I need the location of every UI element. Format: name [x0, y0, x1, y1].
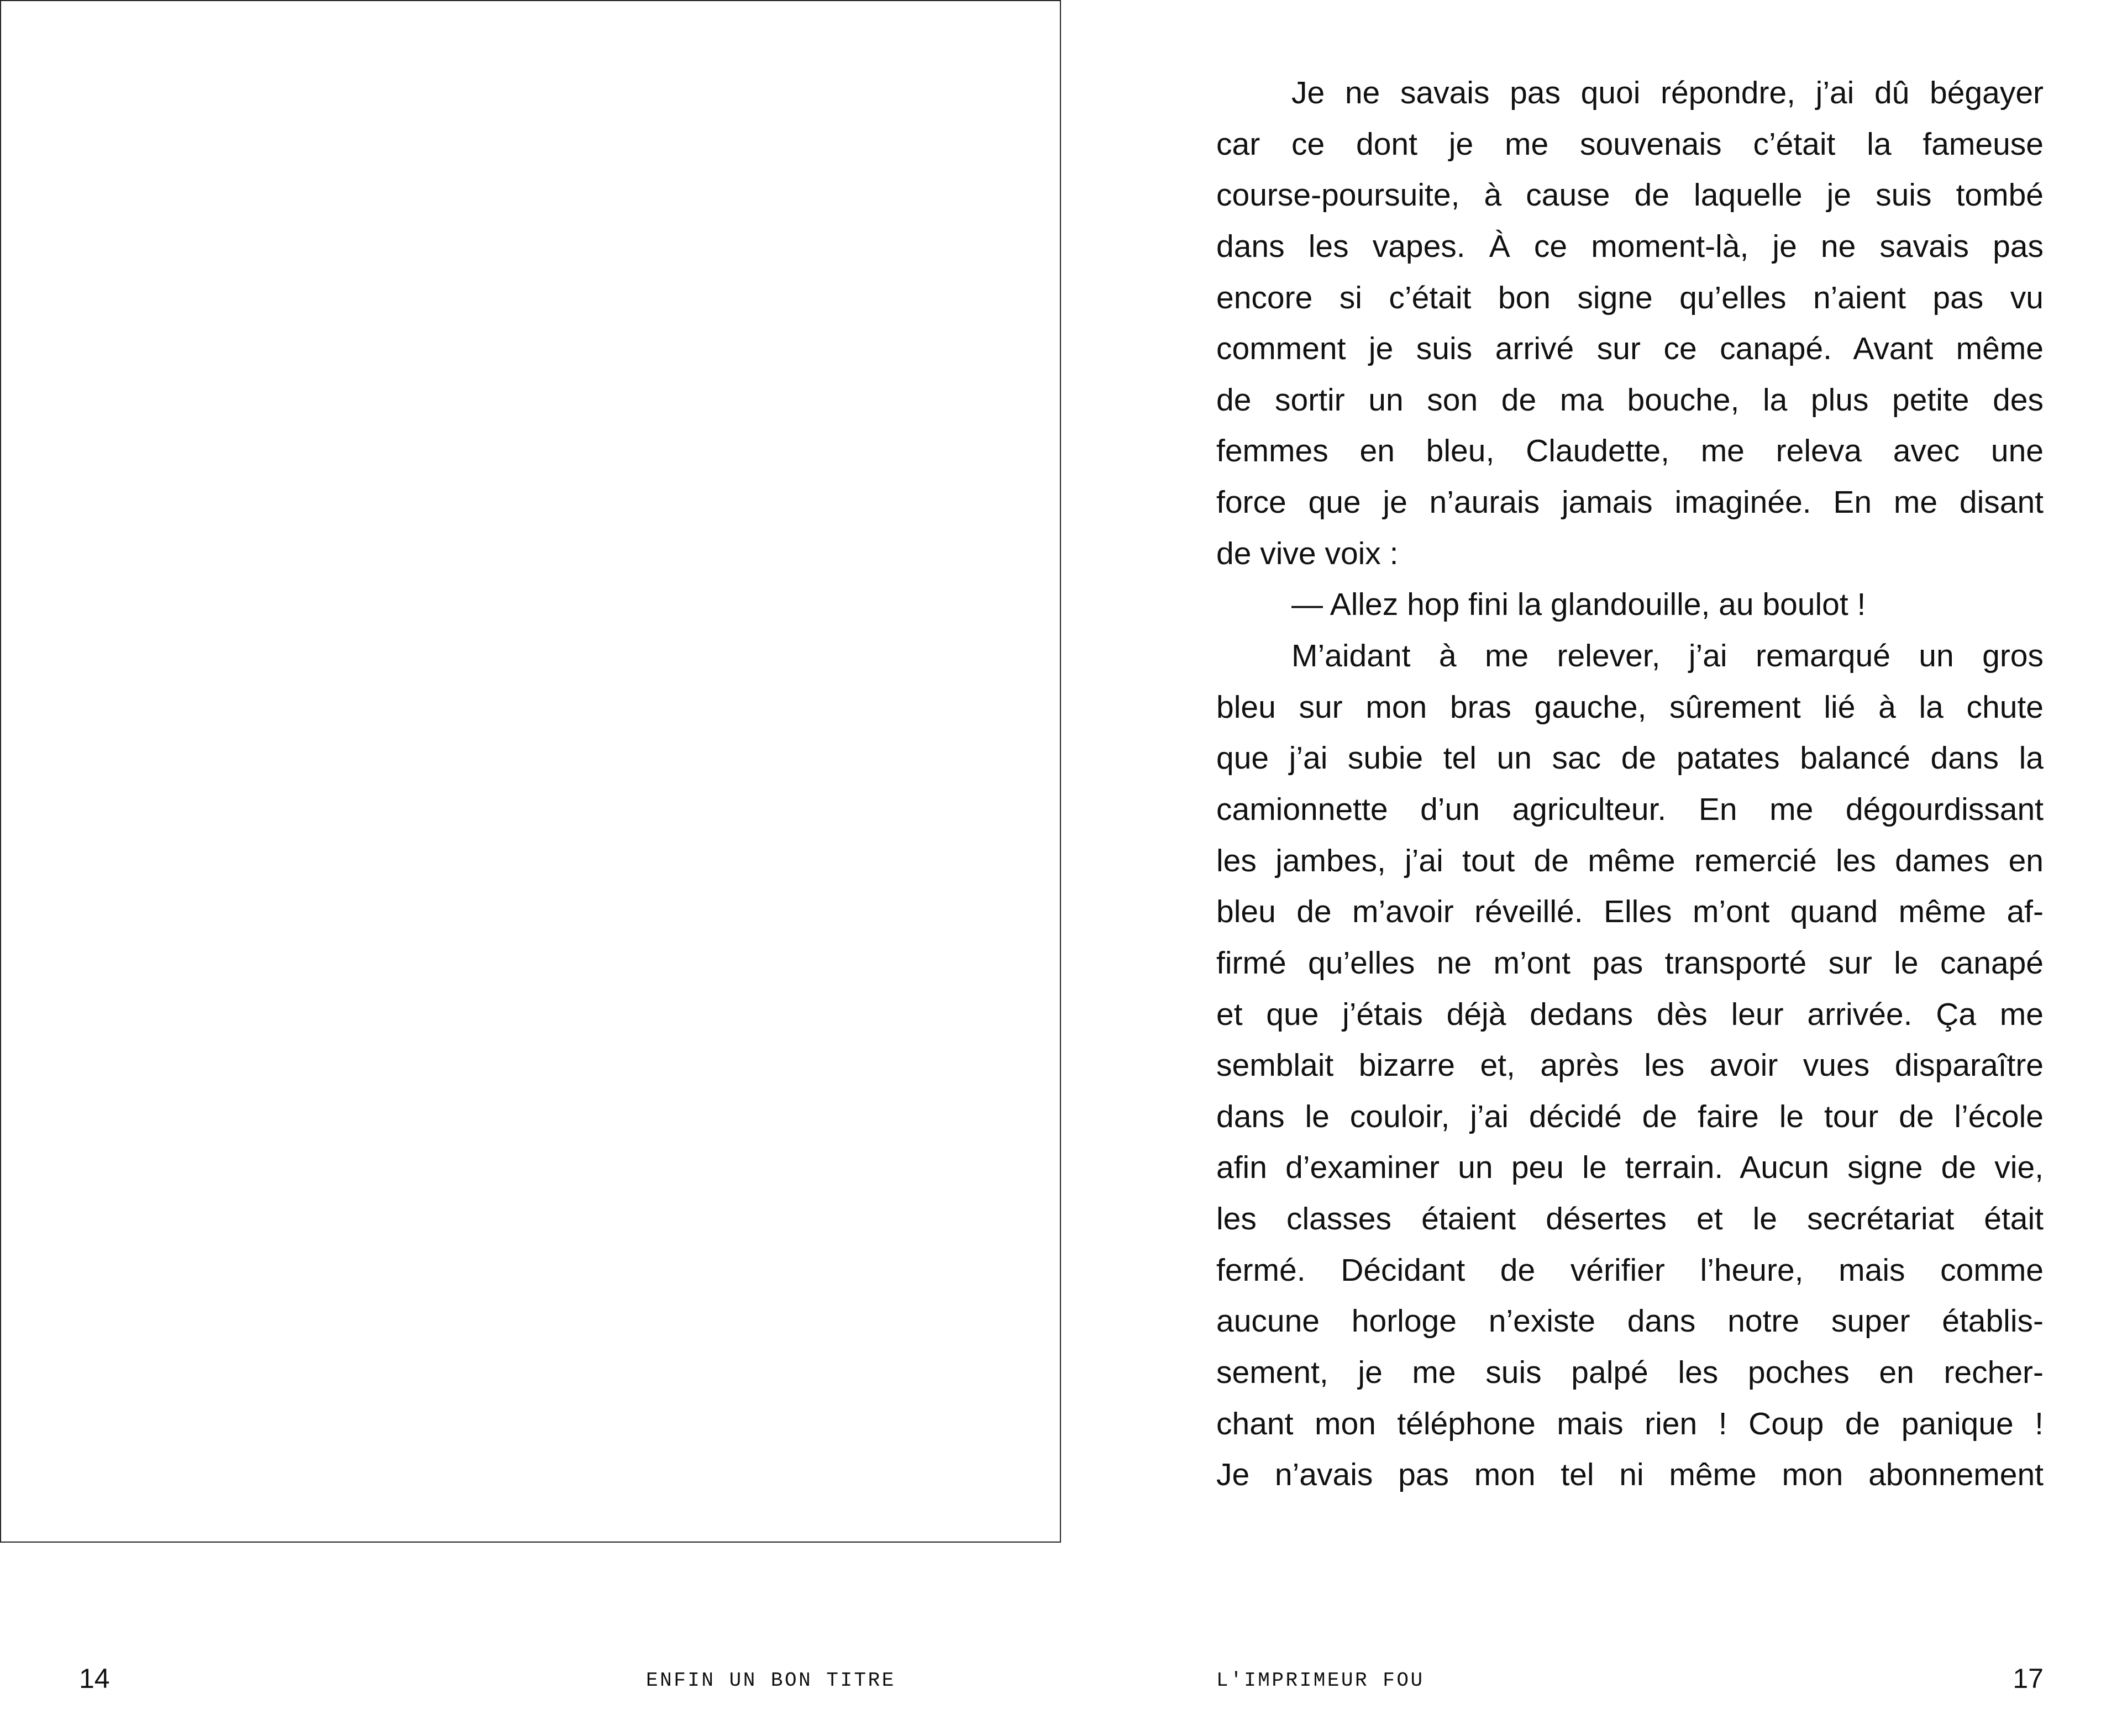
text-line: les jambes, j’ai tout de même remercié les dames en — [1216, 843, 2044, 878]
text-line: de sortir un son de ma bouche, la plus petite des — [1216, 382, 2044, 418]
page-number-left: 14 — [79, 1663, 110, 1694]
text-line: dans le couloir, j’ai décidé de faire le tour de l’école — [1216, 1098, 2044, 1134]
text-line: course-poursuite, à cause de laquelle je suis tombé — [1216, 177, 2044, 213]
running-head-book-title: ENFIN UN BON TITRE — [646, 1669, 896, 1692]
text-line: que j’ai subie tel un sac de patates balancé dans la — [1216, 740, 2044, 776]
text-line: — Allez hop fini la glandouille, au boulot ! — [1291, 587, 1866, 623]
text-line: firmé qu’elles ne m’ont pas transporté sur le canapé — [1216, 945, 2044, 981]
text-line: Je n’avais pas mon tel ni même mon abonnement — [1216, 1457, 2044, 1493]
text-line: de vive voix : — [1216, 535, 1399, 571]
page-number-right: 17 — [2013, 1663, 2044, 1694]
text-line: chant mon téléphone mais rien ! Coup de panique ! — [1216, 1406, 2044, 1442]
text-line: fermé. Décidant de vérifier l’heure, mais comme — [1216, 1252, 2044, 1288]
text-line: camionnette d’un agriculteur. En me dégourdissant — [1216, 791, 2044, 827]
text-line: dans les vapes. À ce moment-là, je ne savais pas — [1216, 228, 2044, 264]
text-line: Je ne savais pas quoi répondre, j’ai dû bégayer — [1291, 75, 2044, 111]
text-line: bleu sur mon bras gauche, sûrement lié à la chute — [1216, 689, 2044, 725]
left-page-blank-frame — [0, 0, 1061, 1543]
text-line: femmes en bleu, Claudette, me releva avec une — [1216, 433, 2044, 469]
right-page-body-text — [1216, 67, 2044, 1501]
text-line: les classes étaient désertes et le secrétariat était — [1216, 1201, 2044, 1237]
text-line: comment je suis arrivé sur ce canapé. Avant même — [1216, 331, 2044, 367]
text-line: M’aidant à me relever, j’ai remarqué un gros — [1291, 638, 2044, 674]
text-line: afin d’examiner un peu le terrain. Aucun signe de vie, — [1216, 1150, 2044, 1186]
running-head-chapter-title: L'IMPRIMEUR FOU — [1216, 1669, 1425, 1692]
text-line: aucune horloge n’existe dans notre super établis- — [1216, 1303, 2044, 1339]
text-line: bleu de m’avoir réveillé. Elles m’ont quand même af- — [1216, 894, 2044, 930]
text-line: sement, je me suis palpé les poches en recher- — [1216, 1355, 2044, 1391]
text-line: et que j’étais déjà dedans dès leur arrivée. Ça me — [1216, 996, 2044, 1032]
text-line: semblait bizarre et, après les avoir vues disparaître — [1216, 1048, 2044, 1083]
text-line: force que je n’aurais jamais imaginée. En me disant — [1216, 485, 2044, 520]
text-line: car ce dont je me souvenais c’était la fameuse — [1216, 126, 2044, 162]
text-line: encore si c’était bon signe qu’elles n’aient pas vu — [1216, 280, 2044, 315]
